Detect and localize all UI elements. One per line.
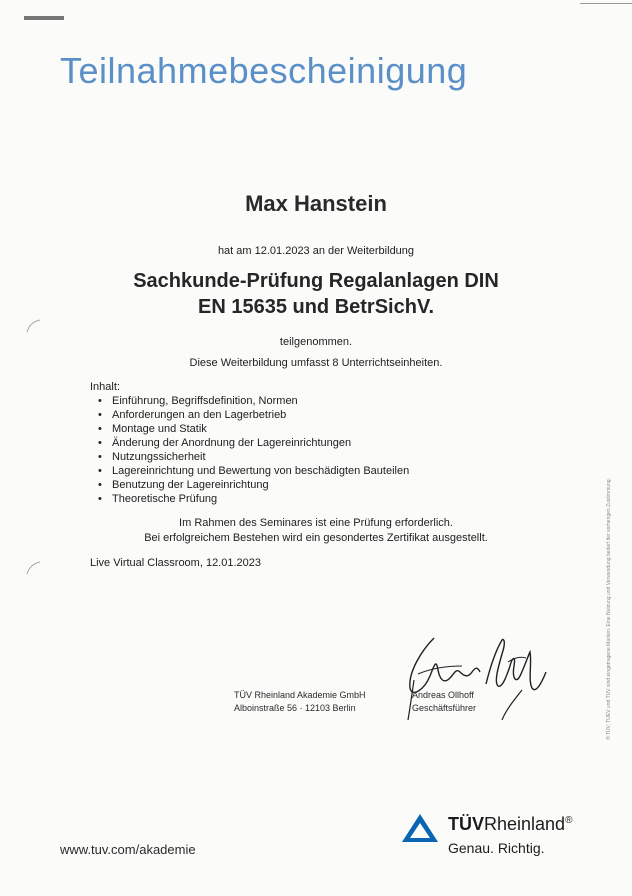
participated-text: teilgenommen. [279,336,353,348]
exam-notice-line-1: Im Rahmen des Seminares ist eine Prüfung erforderlich. [179,517,453,529]
participant-name: Max Hanstein [245,191,387,216]
contents-heading: Inhalt: [90,381,120,393]
contents-item: • Änderung der Anordnung der Lagereinrichtungen [98,436,409,450]
contents-item: • Montage und Statik [98,422,409,436]
tuv-rheinland-logo [400,808,605,864]
trademark-notice: ® TÜV, TUEV und TUV sind eingetragene Marken. Eine Nutzung und Verwendung bedarf der vorherigen Zustimmung. [606,478,612,740]
exam-notice [0,516,632,546]
contents-list [90,394,409,506]
punch-mark [24,318,42,336]
signer-name: Andreas Ollhoff [412,690,474,700]
contents-section [90,380,409,506]
issuer-organization [234,689,366,715]
attended-text: hat am 12.01.2023 an der Weiterbildung [217,245,415,257]
scan-edge-line [580,3,632,4]
signer-block [412,689,476,715]
exam-notice-line-2: Bei erfolgreichem Bestehen wird ein gesondertes Zertifikat ausgestellt. [144,532,488,544]
issuer-address: Alboinstraße 56 · 12103 Berlin [234,703,356,713]
course-title [0,268,632,320]
course-title-line-2: EN 15635 und BetrSichV. [197,296,435,318]
brand-name [448,814,572,835]
brand-name-bold: TÜV [448,814,484,834]
website-url: www.tuv.com/akademie [60,842,196,857]
scan-mark [24,16,64,20]
triangle-logo-icon [400,812,440,844]
location-date: Live Virtual Classroom, 12.01.2023 [90,557,262,569]
contents-item: • Anforderungen an den Lagerbetrieb [98,408,409,422]
certificate-title: Teilnahmebescheinigung [60,50,468,91]
contents-item: • Einführung, Begriffsdefinition, Normen [98,394,409,408]
scope-text: Diese Weiterbildung umfasst 8 Unterrichtseinheiten. [189,357,443,369]
registered-mark: ® [565,815,573,826]
brand-tagline: Genau. Richtig. [448,840,545,856]
punch-mark [24,560,42,578]
contents-item: • Nutzungssicherheit [98,450,409,464]
contents-item: • Theoretische Prüfung [98,492,409,506]
course-title-line-1: Sachkunde-Prüfung Regalanlagen DIN [133,270,499,292]
contents-item: • Lagereinrichtung und Bewertung von beschädigten Bauteilen [98,464,409,478]
brand-name-regular: Rheinland [484,814,566,834]
signer-role: Geschäftsführer [412,703,477,713]
issuer-name: TÜV Rheinland Akademie GmbH [234,690,366,700]
contents-item: • Benutzung der Lagereinrichtung [98,478,409,492]
